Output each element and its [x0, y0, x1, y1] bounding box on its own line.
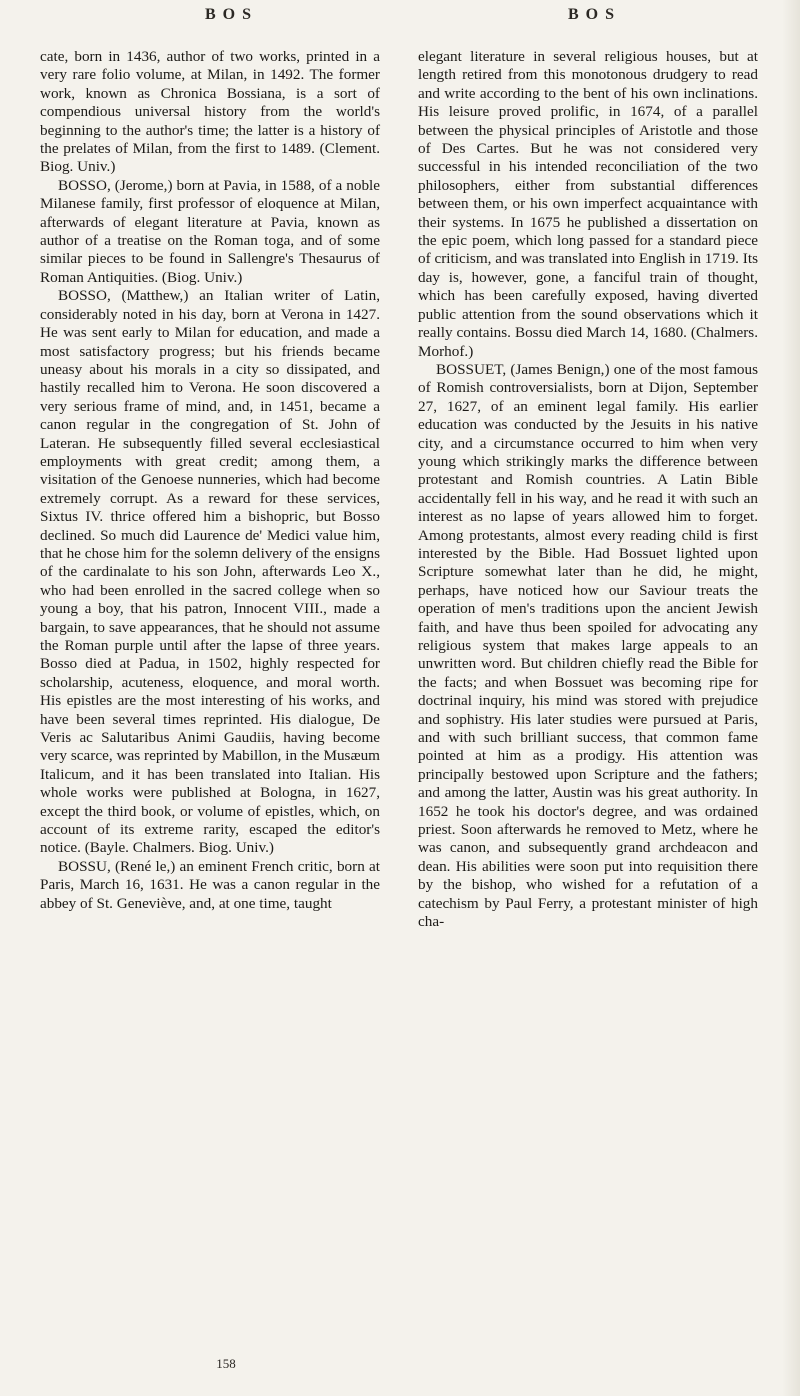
- paragraph: BOSSO, (Matthew,) an Italian writer of Latin, considerably noted in his day, born at Verona in 1427. He was sent early to Milan for education, and made a most satisfactory progress; but his friends became uneasy about his morals in a city so dissipated, and hastily recalled him to Verona. He soon discovered a very serious frame of mind, and, in 1451, became a canon regular in the congregation of St. John of Lateran. He subsequently filled several ecclesiastical employments with great credit; among them, a visitation of the Genoese nunneries, which had become extremely corrupt. As a reward for these services, Sixtus IV. thrice offered him a bishopric, but Bosso declined. So much did Laurence de' Medici value him, that he chose him for the solemn delivery of the ensigns of the cardinalate to his son John, afterwards Leo X., who had been enrolled in the sacred college when so young a boy, that his patron, Innocent VIII., made a bargain, to save appearances, that he should not assume the Roman purple until after the lapse of three years. Bosso died at Padua, in 1502, highly respected for scholarship, acuteness, eloquence, and moral worth. His epistles are the most interesting of his works, and have been several times reprinted. His dialogue, De Veris ac Salutaribus Animi Gaudiis, having become very scarce, was reprinted by Mabillon, in the Musæum Italicum, and it has been translated into Italian. His whole works were published at Bologna, in 1627, except the third book, or volume of epistles, which, on account of its extreme rarity, escaped the editor's notice. (Bayle. Chalmers. Biog. Univ.): [40, 287, 380, 857]
- paragraph: BOSSU, (René le,) an eminent French critic, born at Paris, March 16, 1631. He was a canon regular in the abbey of St. Geneviève, and, at one time, taught: [40, 857, 380, 912]
- paragraph: BOSSO, (Jerome,) born at Pavia, in 1588, of a noble Milanese family, first professor of eloquence at Milan, afterwards of elegant literature at Pavia, known as author of a treatise on the Roman toga, and of some similar pieces to be found in Sallengre's Thesaurus of Roman Antiquities. (Biog. Univ.): [40, 176, 380, 286]
- paragraph: cate, born in 1436, author of two works, printed in a very rare folio volume, at Milan, in 1492. The former work, known as Chronica Bossiana, is a sort of compendious universal history from the world's beginning to the author's time; the latter is a history of the prelates of Milan, from the first to 1489. (Clement. Biog. Univ.): [40, 48, 380, 176]
- left-column: [40, 48, 380, 913]
- paragraph: elegant literature in several religious houses, but at length retired from this monotonous drudgery to read and write according to the bent of his own inclinations. His leisure proved prolific, in 1674, of a parallel between the physical principles of Aristotle and those of Des Cartes. But he was not considered very successful in his intended reconciliation of the two philosophers, either from substantial differences between them, or his own imperfect acquaintance with their systems. In 1675 he published a dissertation on the epic poem, which long passed for a standard piece of criticism, and was translated into English in 1719. Its day is, however, gone, a fanciful train of thought, which has been carefully exposed, having diverted public attention from the sound observations which it really contains. Bossu died March 14, 1680. (Chalmers. Morhof.): [418, 48, 758, 360]
- page-edge-shadow: [782, 0, 800, 1396]
- right-column: [418, 48, 758, 932]
- running-header-right: BOS: [568, 6, 622, 23]
- page-number: 158: [216, 1356, 236, 1371]
- paragraph: BOSSUET, (James Benign,) one of the most famous of Romish controversialists, born at Dijon, September 27, 1627, of an eminent legal family. His earlier education was conducted by the Jesuits in his native city, and a circumstance occurred to him when very young which strikingly marks the difference between protestant and Romish countries. A Latin Bible accidentally fell in his way, and he read it with such an interest as no lapse of years allowed him to forget. Among protestants, almost every reading child is first interested by the Bible. Had Bossuet lighted upon Scripture somewhat later than he did, he might, perhaps, have noticed how our Saviour treats the operation of men's traditions upon the ancient Jewish faith, and have thus been spoiled for advocating any religious system that makes large appeals to an unwritten word. But children chiefly read the Bible for the facts; and when Bossuet was becoming ripe for doctrinal inquiry, his mind was stored with prejudice and sophistry. His later studies were pursued at Paris, and with such brilliant success, that common fame pointed at him as a prodigy. His attention was principally bestowed upon Scripture and the fathers; and among the latter, Austin was his great authority. In 1652 he took his doctor's degree, and was ordained priest. Soon afterwards he removed to Metz, where he was canon, and subsequently grand archdeacon and dean. His abilities were soon put into requisition there by the bishop, who wished for a refutation of a catechism by Paul Ferry, a protestant minister of high cha-: [418, 360, 758, 931]
- running-header-left: BOS: [205, 6, 259, 23]
